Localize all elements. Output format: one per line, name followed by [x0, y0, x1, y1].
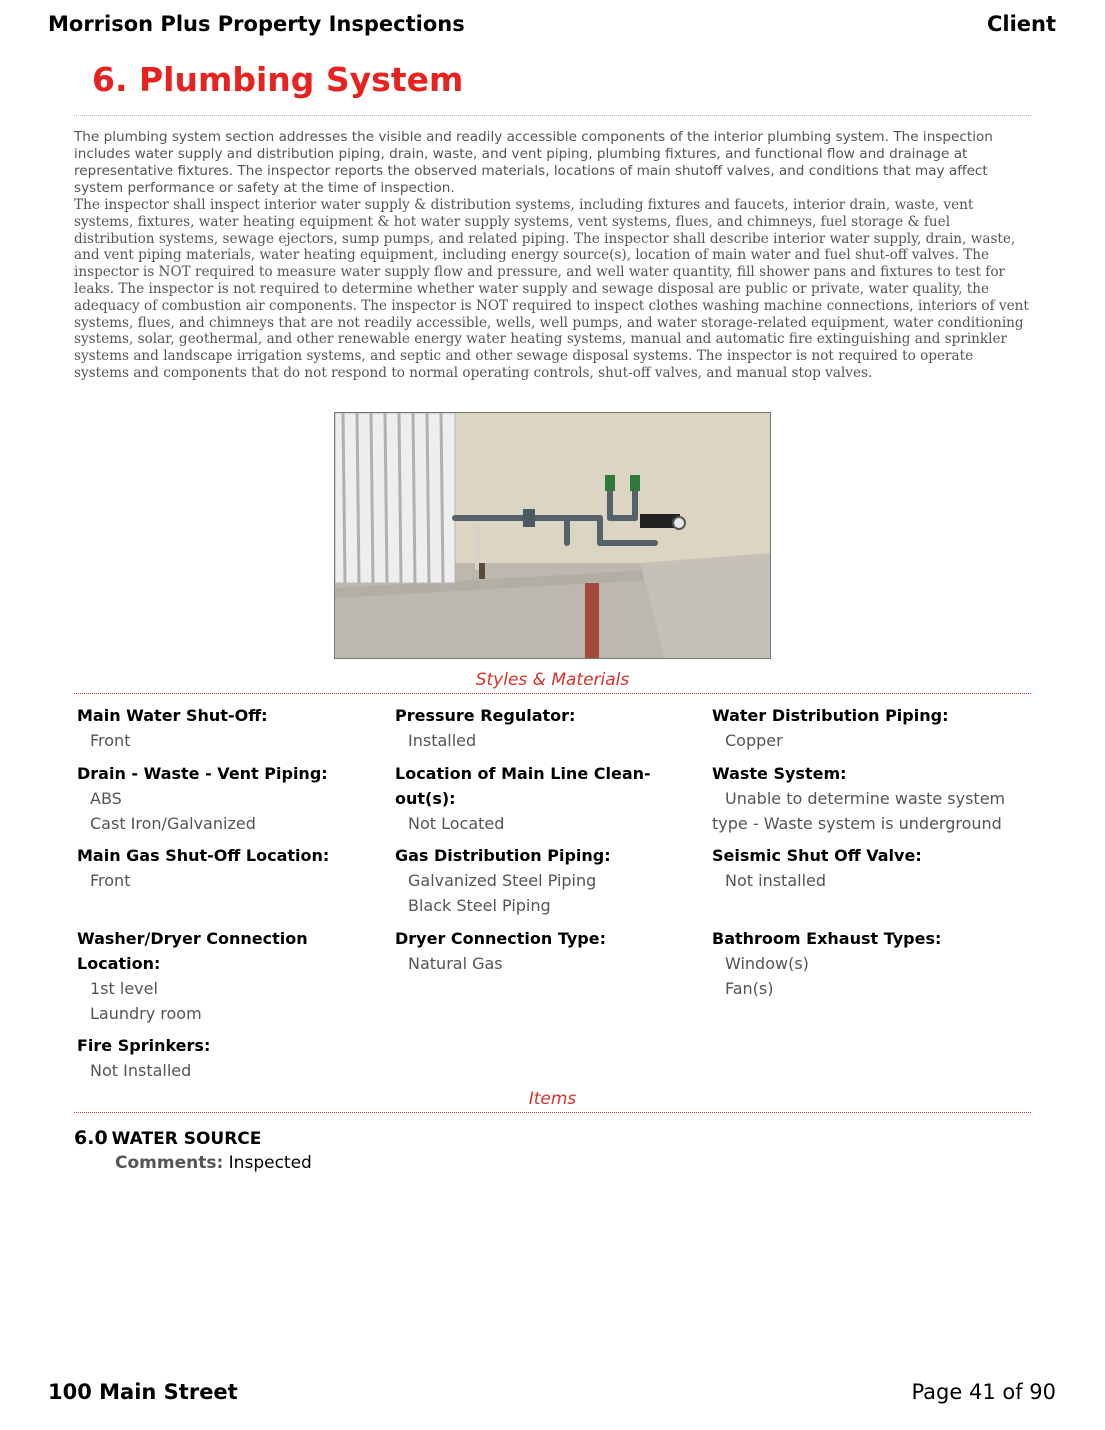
material-label: Dryer Connection Type: [395, 929, 606, 948]
main-line-cleanout [395, 761, 665, 836]
company-name: Morrison Plus Property Inspections [48, 12, 465, 36]
drain-waste-vent-piping [77, 761, 395, 836]
item-water-source [74, 1127, 261, 1149]
material-value: ABS [90, 789, 122, 808]
main-gas-shutoff-location [77, 843, 395, 893]
material-value: Front [90, 871, 131, 890]
photo-illustration [335, 413, 771, 659]
material-value: Galvanized Steel Piping [408, 871, 597, 890]
items-divider [74, 1112, 1031, 1113]
material-label: Fire Sprinkers: [77, 1036, 211, 1055]
material-label: Waste System: [712, 764, 847, 783]
material-label: Location of Main Line Clean-out(s): [395, 764, 651, 808]
washer-dryer-connection-location [77, 926, 337, 1026]
property-address: 100 Main Street [48, 1380, 238, 1404]
material-value: Cast Iron/Galvanized [90, 814, 256, 833]
page-number: Page 41 of 90 [911, 1380, 1056, 1404]
gas-distribution-piping [395, 843, 713, 918]
section-intro [74, 129, 1032, 382]
pressure-regulator [395, 703, 713, 753]
title-divider [74, 115, 1031, 116]
material-value: Laundry room [90, 1004, 202, 1023]
material-value: Not Installed [90, 1061, 192, 1080]
material-value: Black Steel Piping [408, 896, 551, 915]
material-label: Pressure Regulator: [395, 706, 576, 725]
material-value: Fan(s) [725, 979, 774, 998]
material-value: Copper [725, 731, 783, 750]
material-value: Not Located [408, 814, 505, 833]
comments-value: Inspected [228, 1153, 312, 1173]
styles-divider [74, 693, 1031, 694]
section-title: 6. Plumbing System [92, 60, 464, 99]
comments-label: Comments: [115, 1153, 224, 1173]
seismic-shutoff-valve [712, 843, 1030, 893]
intro-summary: The plumbing system section addresses the visible and readily accessible components of the interior plumbing system. The inspection includes water supply and distribution piping, drain, waste, and vent piping, plumbing fixtures, and functional flow and drainage at representative fixtures. The inspector reports the observed materials, locations of main shutoff valves, and conditions that may affect system performance or safety at the time of inspection. [74, 129, 993, 196]
material-label: Main Water Shut-Off: [77, 706, 268, 725]
material-value: Window(s) [725, 954, 809, 973]
material-label: Drain - Waste - Vent Piping: [77, 764, 328, 783]
item-number: 6.0 [74, 1127, 108, 1149]
material-value: Natural Gas [408, 954, 503, 973]
material-label: Water Distribution Piping: [712, 706, 949, 725]
water-distribution-piping [712, 703, 1030, 753]
item-comments [115, 1153, 312, 1173]
material-label: Bathroom Exhaust Types: [712, 929, 942, 948]
material-value: 1st level [90, 979, 158, 998]
dryer-connection-type [395, 926, 713, 976]
material-value: Front [90, 731, 131, 750]
styles-materials-heading: Styles & Materials [475, 670, 630, 690]
waste-system [712, 761, 1030, 836]
bathroom-exhaust-types [712, 926, 1030, 1001]
material-label: Washer/Dryer Connection Location: [77, 929, 308, 973]
fire-sprinklers [77, 1033, 395, 1083]
items-heading: Items [528, 1089, 577, 1109]
material-value: Unable to determine waste system type - Waste system is underground [712, 789, 1006, 833]
material-label: Seismic Shut Off Valve: [712, 846, 922, 865]
item-name: WATER SOURCE [111, 1129, 262, 1149]
material-value: Not installed [725, 871, 827, 890]
intro-standards: The inspector shall inspect interior water supply & distribution systems, including fixtures and faucets, interior drain, waste, vent systems, fixtures, water heating equipment & hot water supply systems, vent systems, flues, and chimneys, fuel storage & fuel distribution systems, sewage ejectors, sump pumps, and related piping. The inspector shall describe interior water supply, drain, waste, and vent piping materials, water heating equipment, including energy source(s), location of main water and fuel shut-off valves. The inspector is NOT required to measure water supply flow and pressure, and well water quantity, fill shower pans and fixtures to test for leaks. The inspector is not required to determine whether water supply and sewage disposal are public or private, water quality, the adequacy of combustion air components. The inspector is NOT required to inspect clothes washing machine connections, interiors of vent systems, flues, and chimneys that are not readily accessible, wells, well pumps, and water storage-related equipment, water conditioning systems, solar, geothermal, and other renewable energy water heating systems, manual and automatic fire extinguishing and sprinkler systems and landscape irrigation systems, and septic and other sewage disposal systems. The inspector is not required to operate systems and components that do not respond to normal operating controls, shut-off valves, and manual stop valves. [74, 197, 1029, 381]
main-water-shutoff [77, 703, 395, 753]
water-supply-photo [334, 412, 771, 659]
material-label: Main Gas Shut-Off Location: [77, 846, 330, 865]
client-label: Client [986, 12, 1056, 36]
material-label: Gas Distribution Piping: [395, 846, 611, 865]
material-value: Installed [408, 731, 477, 750]
